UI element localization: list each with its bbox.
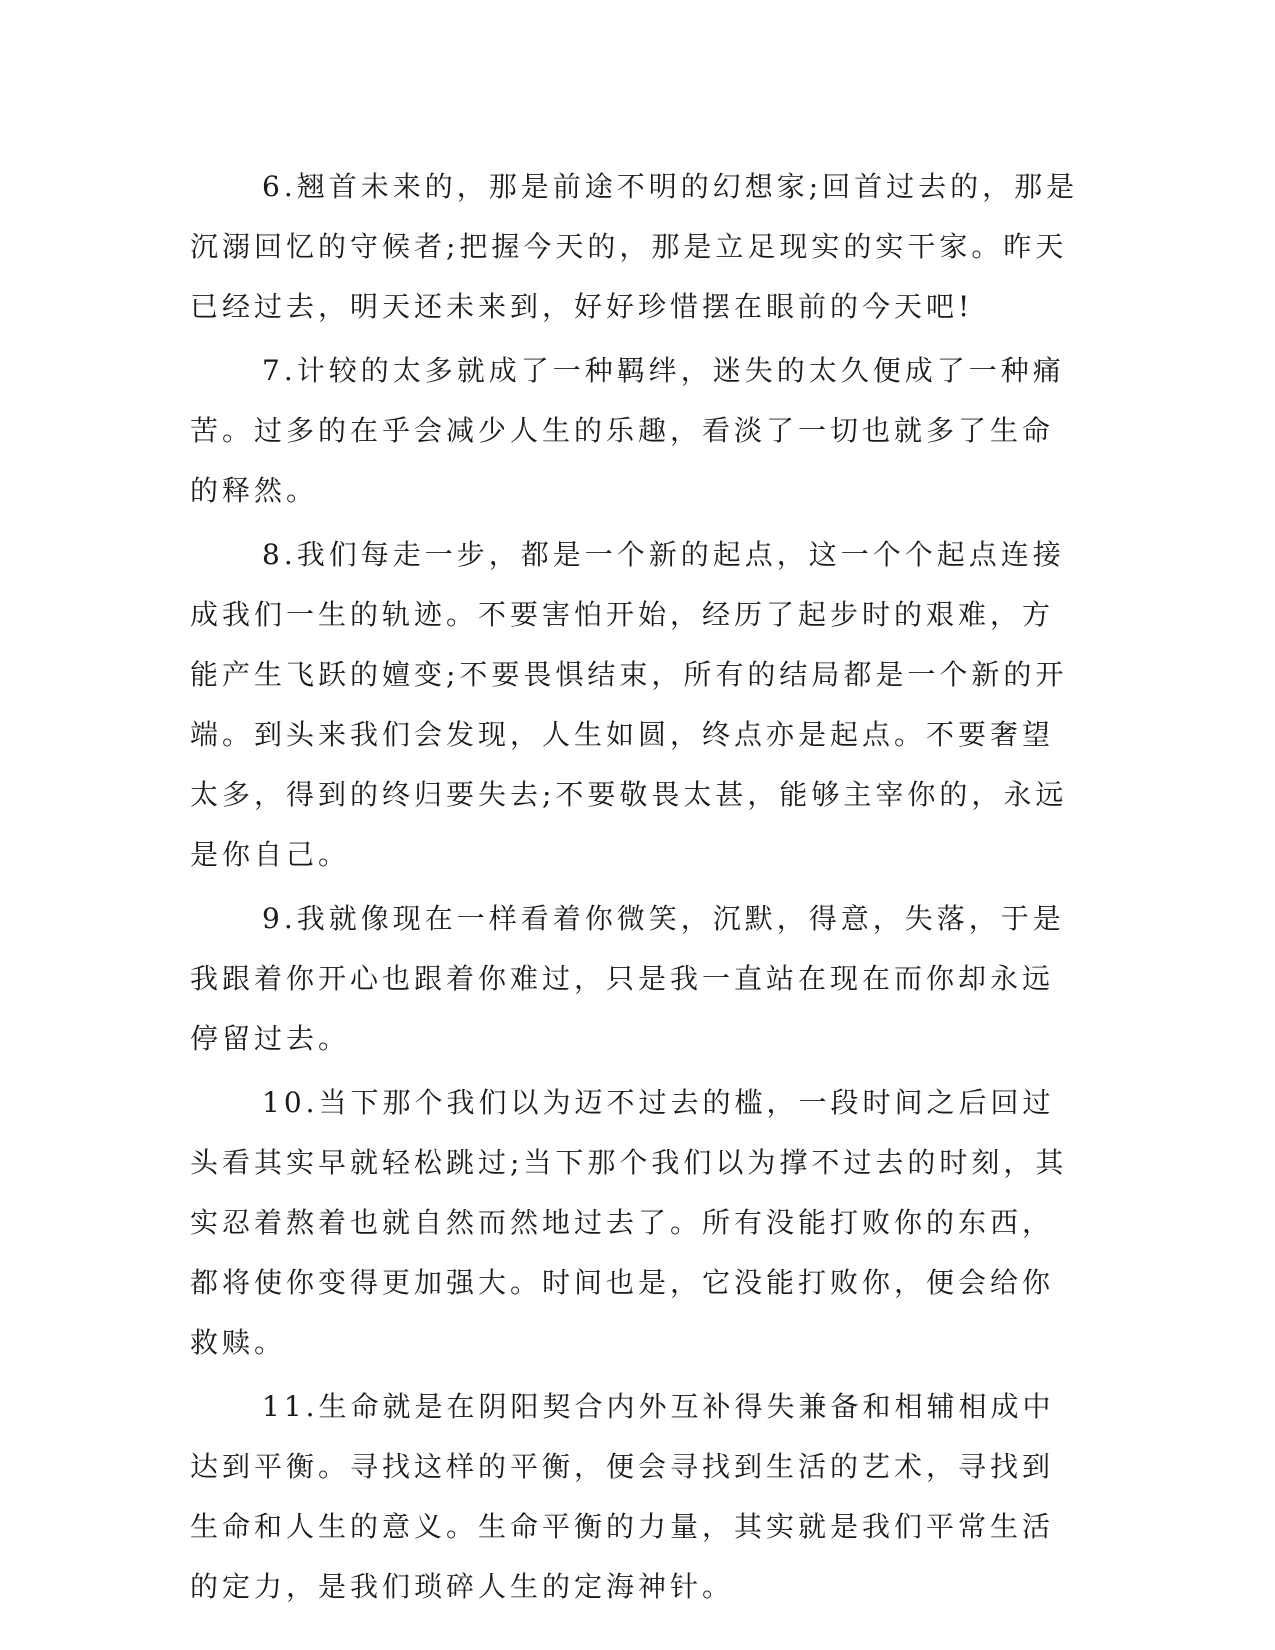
paragraph-6: 6.翘首未来的，那是前途不明的幻想家;回首过去的，那是沉溺回忆的守候者;把握今天的，那是立足现实的实干家。昨天已经过去，明天还未来到，好好珍惜摆在眼前的今天吧!: [190, 170, 1079, 323]
paragraph-9: 9.我就像现在一样看着你微笑，沉默，得意，失落，于是我跟着你开心也跟着你难过，只是我一直站在现在而你却永远停留过去。: [190, 902, 1065, 1055]
paragraph-7: 7.计较的太多就成了一种羁绊，迷失的太久便成了一种痛苦。过多的在乎会减少人生的乐趣，看淡了一切也就多了生命的释然。: [190, 354, 1065, 507]
document-body: [190, 157, 1080, 1621]
paragraph-10: 10.当下那个我们以为迈不过去的槛，一段时间之后回过头看其实早就轻松跳过;当下那个我们以为撑不过去的时刻，其实忍着熬着也就自然而然地过去了。所有没能打败你的东西，都将使你变得更加强大。时间也是，它没能打败你，便会给你救赎。: [190, 1086, 1068, 1359]
paragraph-8: 8.我们每走一步，都是一个新的起点，这一个个起点连接成我们一生的轨迹。不要害怕开始，经历了起步时的艰难，方能产生飞跃的嬗变;不要畏惧结束，所有的结局都是一个新的开端。到头来我们会发现，人生如圆，终点亦是起点。不要奢望太多，得到的终归要失去;不要敬畏太甚，能够主宰你的，永远是你自己。: [190, 538, 1068, 871]
paragraph-11: 11.生命就是在阴阳契合内外互补得失兼备和相辅相成中达到平衡。寻找这样的平衡，便会寻找到生活的艺术，寻找到生命和人生的意义。生命平衡的力量，其实就是我们平常生活的定力，是我们琐碎人生的定海神针。: [190, 1390, 1055, 1603]
